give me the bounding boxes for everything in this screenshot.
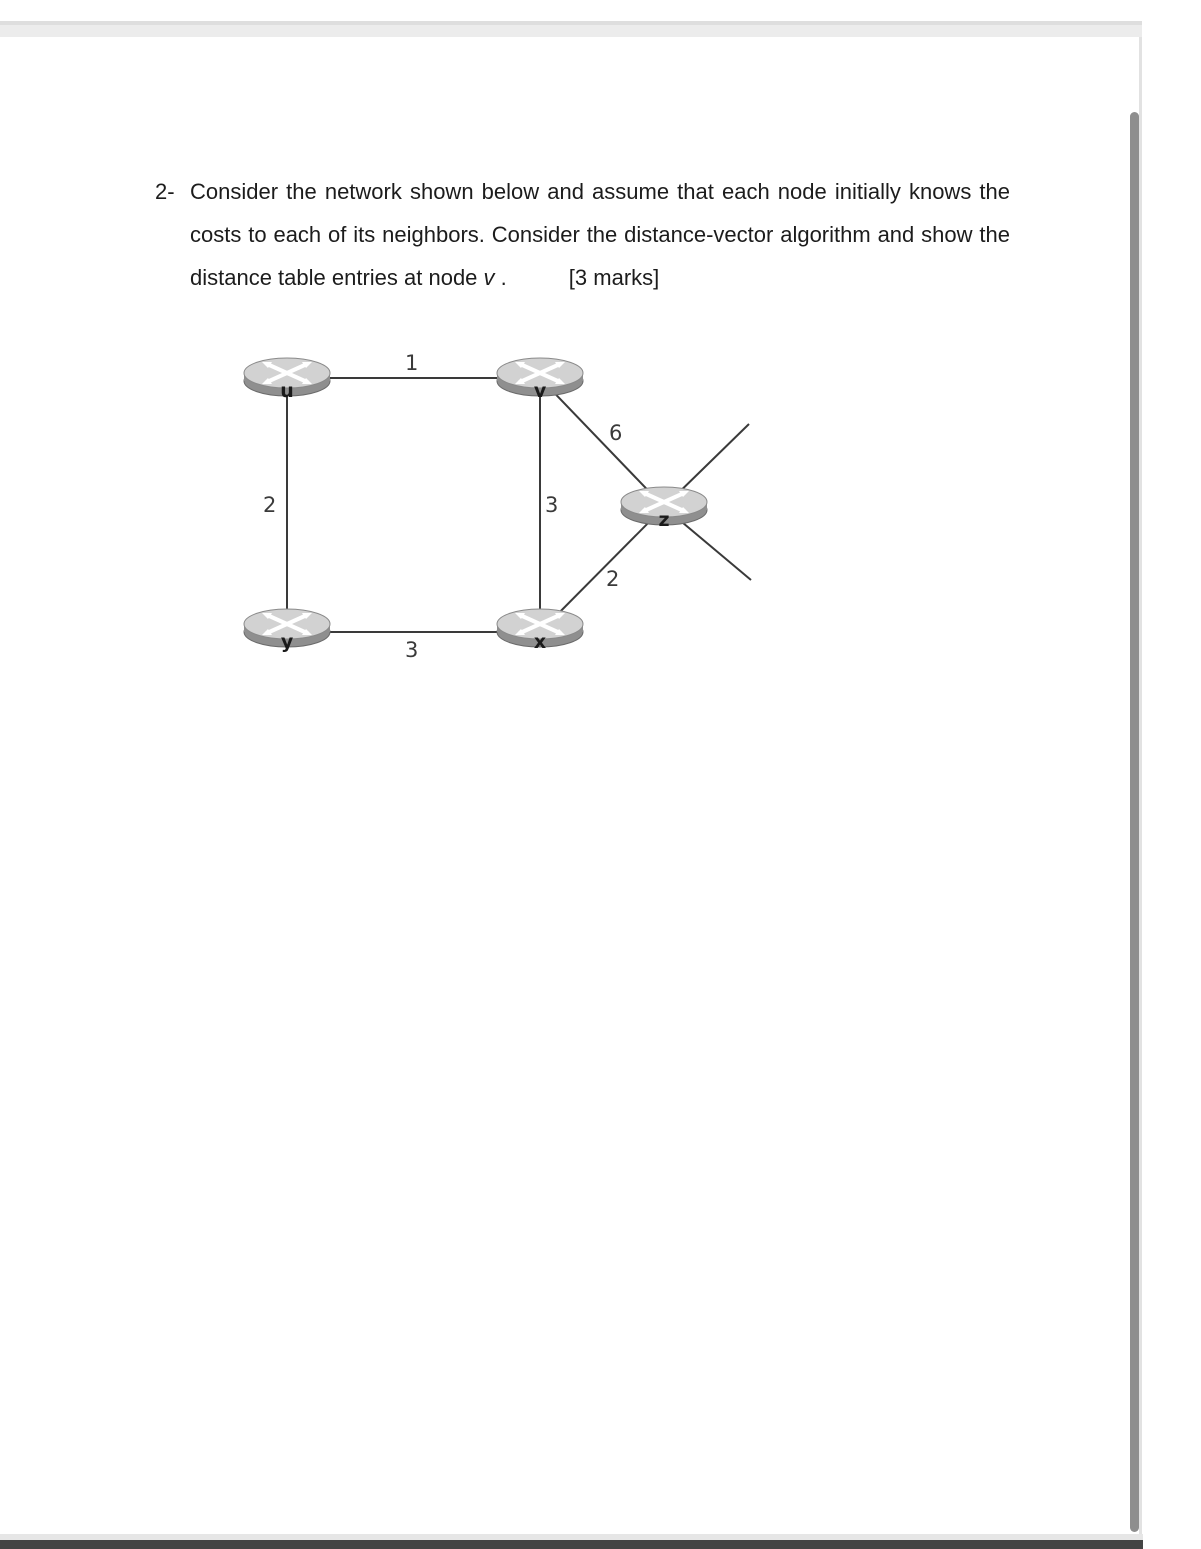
page-gap — [0, 25, 1143, 37]
question-number: 2- — [155, 179, 175, 204]
node-label-x: x — [533, 631, 547, 653]
bottom-bar-dark — [0, 1540, 1143, 1549]
router-u-icon — [244, 358, 330, 402]
question-marks: [3 marks] — [568, 265, 660, 290]
node-label-v: v — [533, 380, 547, 402]
edge-cost-v-z: 6 — [609, 421, 623, 445]
question-text-end: . — [500, 265, 507, 290]
node-label-z: z — [658, 509, 670, 531]
node-label-y: y — [280, 631, 294, 653]
top-strip — [0, 0, 1143, 21]
link-v-z — [540, 378, 664, 507]
router-x-icon — [497, 609, 583, 653]
router-v-icon — [497, 358, 583, 402]
question-text-main: Consider the network shown below and assume that each node initially knows the costs to each of its neighbors. Consider the distance-vector algorithm and show the distance table entries at node — [190, 179, 1010, 290]
edge-cost-y-x: 3 — [405, 638, 419, 662]
question-block — [155, 170, 1010, 299]
scrollbar-thumb[interactable] — [1130, 112, 1139, 1532]
node-label-u: u — [280, 380, 294, 402]
router-y-icon — [244, 609, 330, 653]
right-gutter — [1142, 0, 1201, 1549]
router-z-icon — [621, 487, 707, 531]
network-diagram — [230, 340, 790, 680]
edge-cost-u-v: 1 — [405, 351, 419, 375]
question-text — [190, 170, 1010, 299]
edge-cost-x-z: 2 — [606, 567, 620, 591]
question-variable: v — [483, 265, 495, 290]
edge-cost-v-x: 3 — [545, 493, 559, 517]
edge-cost-u-y: 2 — [263, 493, 277, 517]
